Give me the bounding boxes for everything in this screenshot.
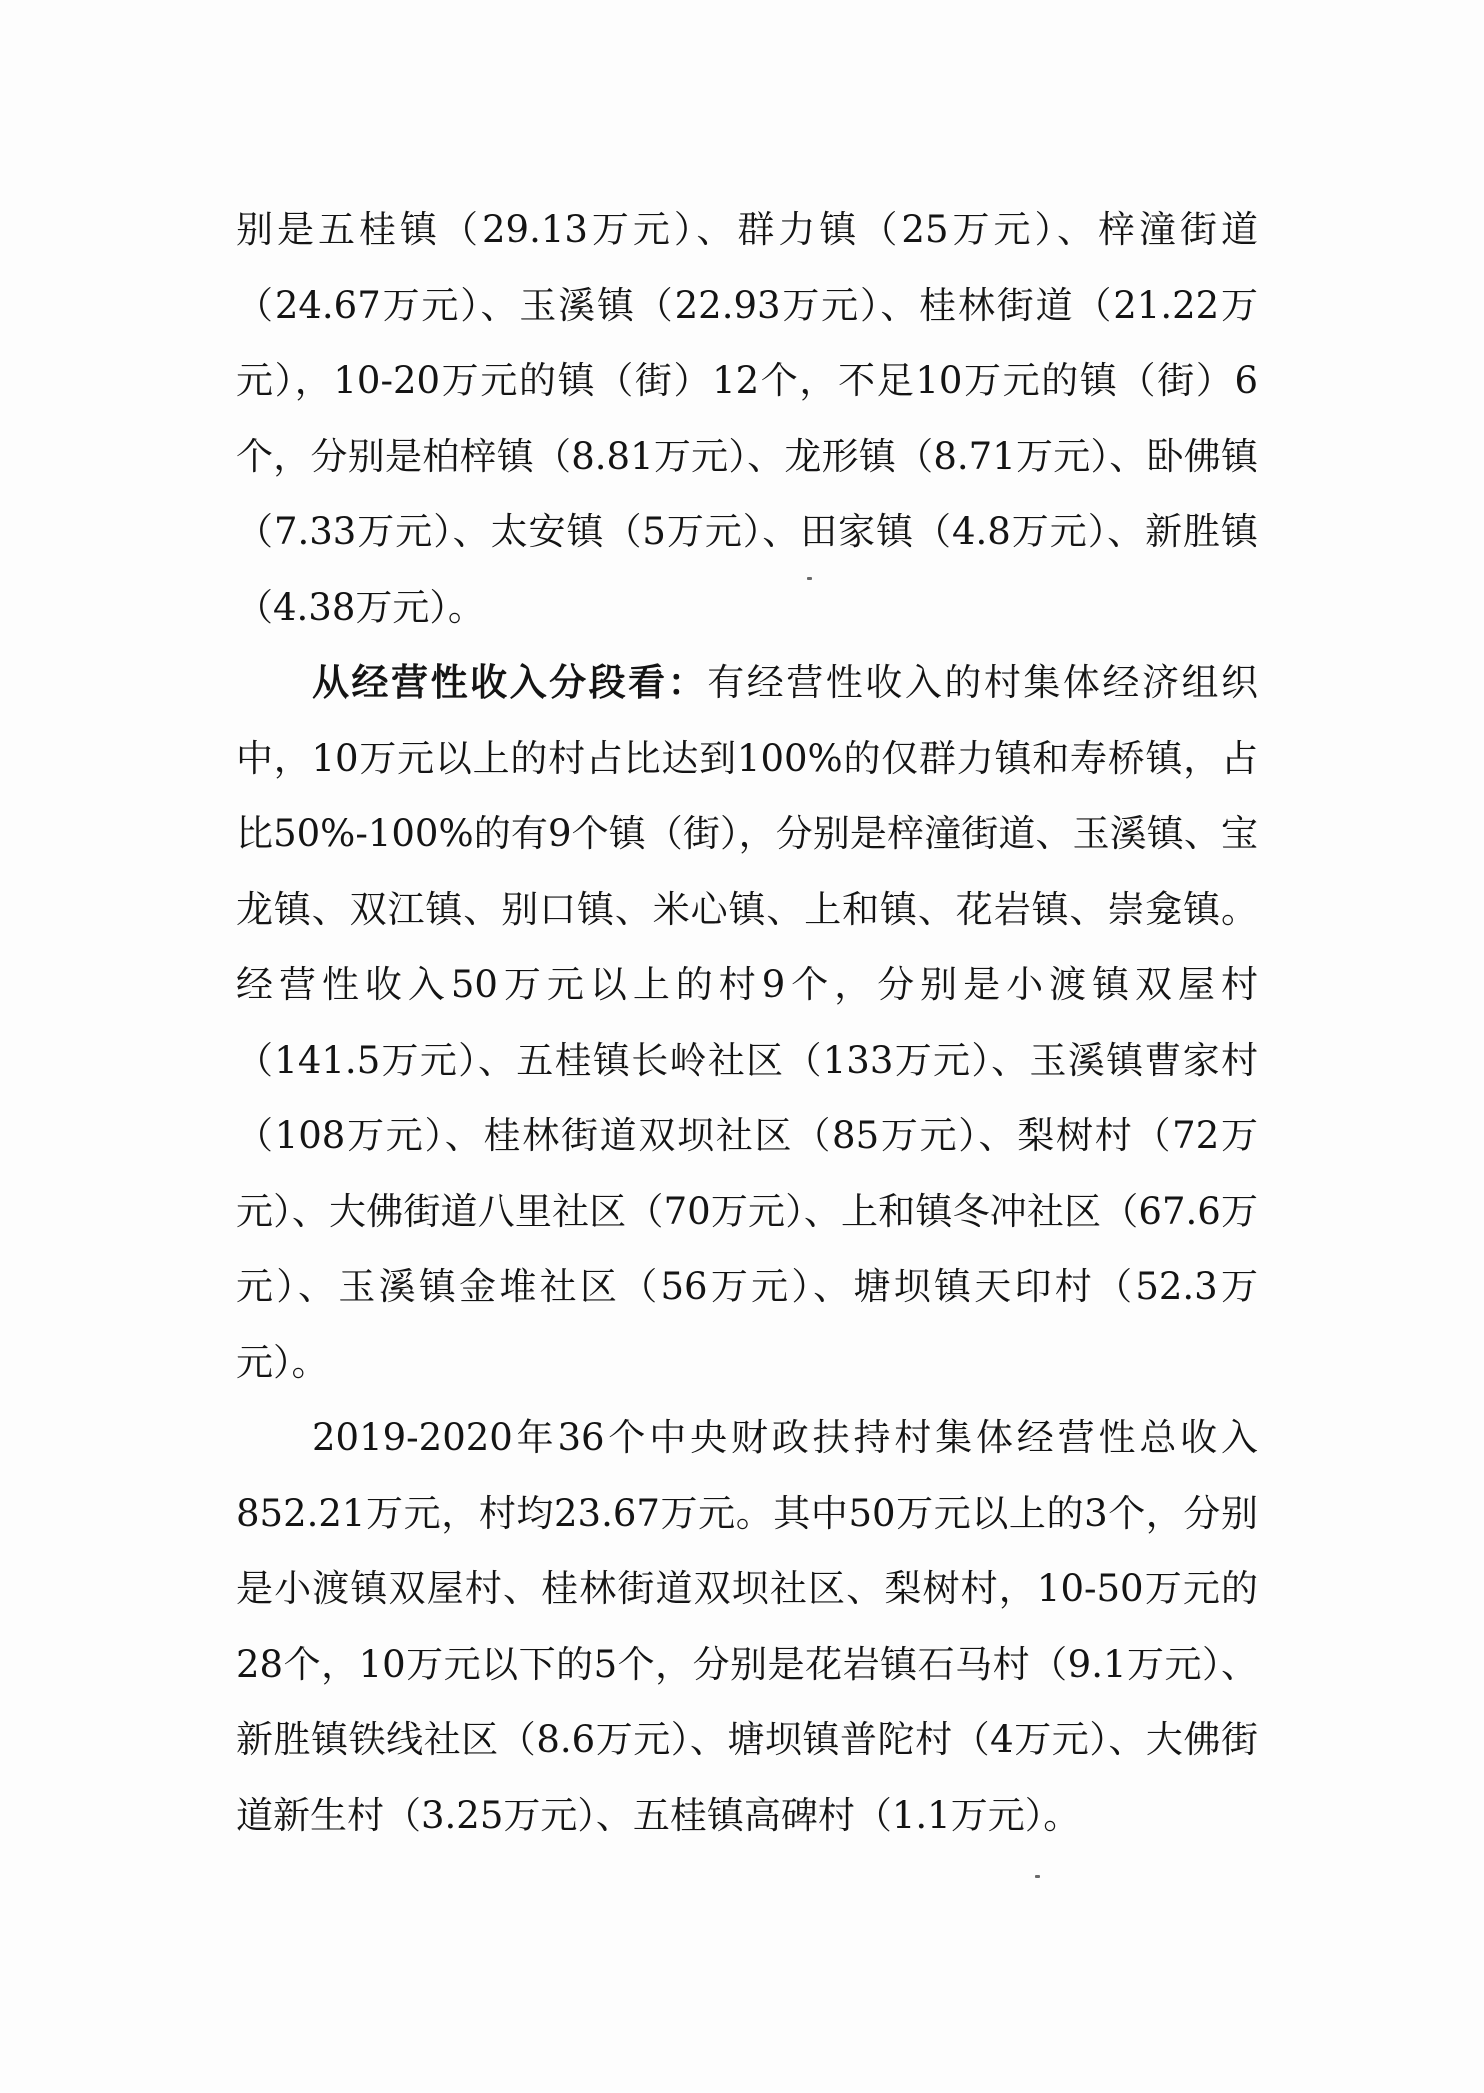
paragraph-2 — [236, 645, 1258, 1400]
paragraph-3-text: 2019-2020年36个中央财政扶持村集体经营性总收入852.21万元，村均23.67万元。其中50万元以上的3个，分别是小渡镇双屋村、桂林街道双坝社区、梨树村，10-50万元的28个，10万元以下的5个，分别是花岩镇石马村（9.1万元）、新胜镇铁线社区（8.6万元）、塘坝镇普陀村（4万元）、大佛街道新生村（3.25万元）、五桂镇高碑村（1.1万元）。 — [236, 1416, 1258, 1837]
paragraph-2-text: 有经营性收入的村集体经济组织中，10万元以上的村占比达到100%的仅群力镇和寿桥镇，占比50%-100%的有9个镇（街），分别是梓潼街道、玉溪镇、宝龙镇、双江镇、别口镇、米心镇、上和镇、花岩镇、崇龛镇。经营性收入50万元以上的村9个，分别是小渡镇双屋村（141.5万元）、五桂镇长岭社区（133万元）、玉溪镇曹家村（108万元）、桂林街道双坝社区（85万元）、梨树村（72万元）、大佛街道八里社区（70万元）、上和镇冬冲社区（67.6万元）、玉溪镇金堆社区（56万元）、塘坝镇天印村（52.3万元）。 — [236, 661, 1259, 1384]
paragraph-3 — [236, 1400, 1258, 1853]
scan-speck — [1035, 1875, 1040, 1878]
paragraph-1 — [236, 192, 1258, 645]
body-text — [236, 192, 1258, 1853]
paragraph-1-text: 别是五桂镇（29.13万元）、群力镇（25万元）、梓潼街道（24.67万元）、玉溪镇（22.93万元）、桂林街道（21.22万元），10-20万元的镇（街）12个，不足10万元的镇（街）6个，分别是柏梓镇（8.81万元）、龙形镇（8.71万元）、卧佛镇（7.33万元）、太安镇（5万元）、田家镇（4.8万元）、新胜镇（4.38万元）。 — [236, 208, 1258, 629]
paragraph-2-heading: 从经营性收入分段看： — [312, 661, 708, 704]
scan-speck — [807, 577, 812, 580]
